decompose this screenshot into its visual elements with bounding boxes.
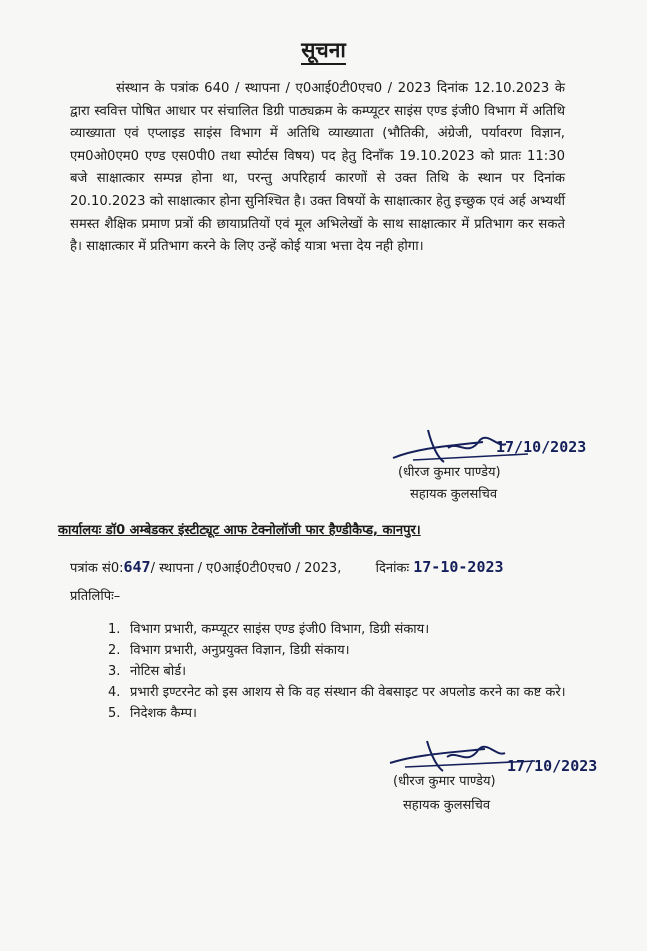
list-item: 2. विभाग प्रभारी, अनुप्रयुक्त विज्ञान, डिग्री संकाय। <box>108 643 350 658</box>
office-line: कार्यालयः डॉ0 अम्बेडकर इंस्टीट्यूट आफ टेक्नोलॉजी फार हैण्डीकैप्ड, कानपुर। <box>58 523 421 538</box>
signature-2-name: (धीरज कुमार पाण्डेय) <box>393 774 496 789</box>
notice-body <box>70 78 565 259</box>
signature-2-date: 17/10/2023 <box>507 757 598 775</box>
list-item: 5. निदेशक कैम्प। <box>108 706 197 721</box>
ref-date: 17-10-2023 <box>413 558 504 576</box>
reference-line <box>70 558 504 576</box>
signature-2-designation: सहायक कुलसचिव <box>403 798 491 813</box>
notice-title-text: सूचना <box>301 38 346 65</box>
signature-1-name: (धीरज कुमार पाण्डेय) <box>398 465 501 480</box>
copy-heading: प्रतिलिपिः– <box>70 589 121 604</box>
ref-suffix: / स्थापना / ए0आई0टी0एच0 / 2023, <box>150 561 342 576</box>
signature-1-designation: सहायक कुलसचिव <box>410 487 498 502</box>
notice-body-paragraph: संस्थान के पत्रांक 640 / स्थापना / ए0आई0टी0एच0 / 2023 दिनांक 12.10.2023 के द्वारा स्ववित्त पोषित आधार पर संचालित डिग्री पाठ्यक्रम के कम्प्यूटर साइंस एण्ड इंजी0 विभाग में अतिथि व्याख्याता एवं एप्लाइड साइंस विभाग में अतिथि व्याख्याता (भौतिकी, अंग्रेजी, पर्यावरण विज्ञान, एम0ओ0एम0 एण्ड एस0पी0 तथा स्पोर्टस विषय) पद हेतु दिनाँक 19.10.2023 को प्रातः 11:30 बजे साक्षात्कार सम्पन्न होना था, परन्तु अपरिहार्य कारणों से उक्त तिथि के स्थान पर दिनांक 20.10.2023 को साक्षात्कार होना सुनिश्चित है। उक्त विषयों के साक्षात्कार हेतु इच्छुक एवं अर्ह अभ्यर्थी समस्त शैक्षिक प्रमाण प्रत्रों की छायाप्रतियों एवं मूल अभिलेखों के साथ साक्षात्कार में प्रतिभाग कर सकते है। साक्षात्कार में प्रतिभाग करने के लिए उन्हें कोई यात्रा भत्ता देय नही होगा। <box>70 81 565 255</box>
signature-block-1 <box>388 418 628 508</box>
copy-list <box>108 620 568 725</box>
notice-title <box>0 36 647 64</box>
ref-number: 647 <box>123 558 151 576</box>
ref-date-label: दिनांकः <box>375 561 410 576</box>
ref-prefix: पत्रांक सं0: <box>70 561 124 576</box>
list-item: 3. नोटिस बोर्ड। <box>108 664 187 679</box>
signature-1-date: 17/10/2023 <box>496 438 587 456</box>
list-item: 1. विभाग प्रभारी, कम्प्यूटर साइंस एण्ड इंजी0 विभाग, डिग्री संकाय। <box>108 622 430 637</box>
signature-block-2 <box>385 735 645 830</box>
list-item: 4. प्रभारी इण्टरनेट को इस आशय से कि वह संस्थान की वेबसाइट पर अपलोड करने का कष्ट करे। <box>108 685 566 700</box>
